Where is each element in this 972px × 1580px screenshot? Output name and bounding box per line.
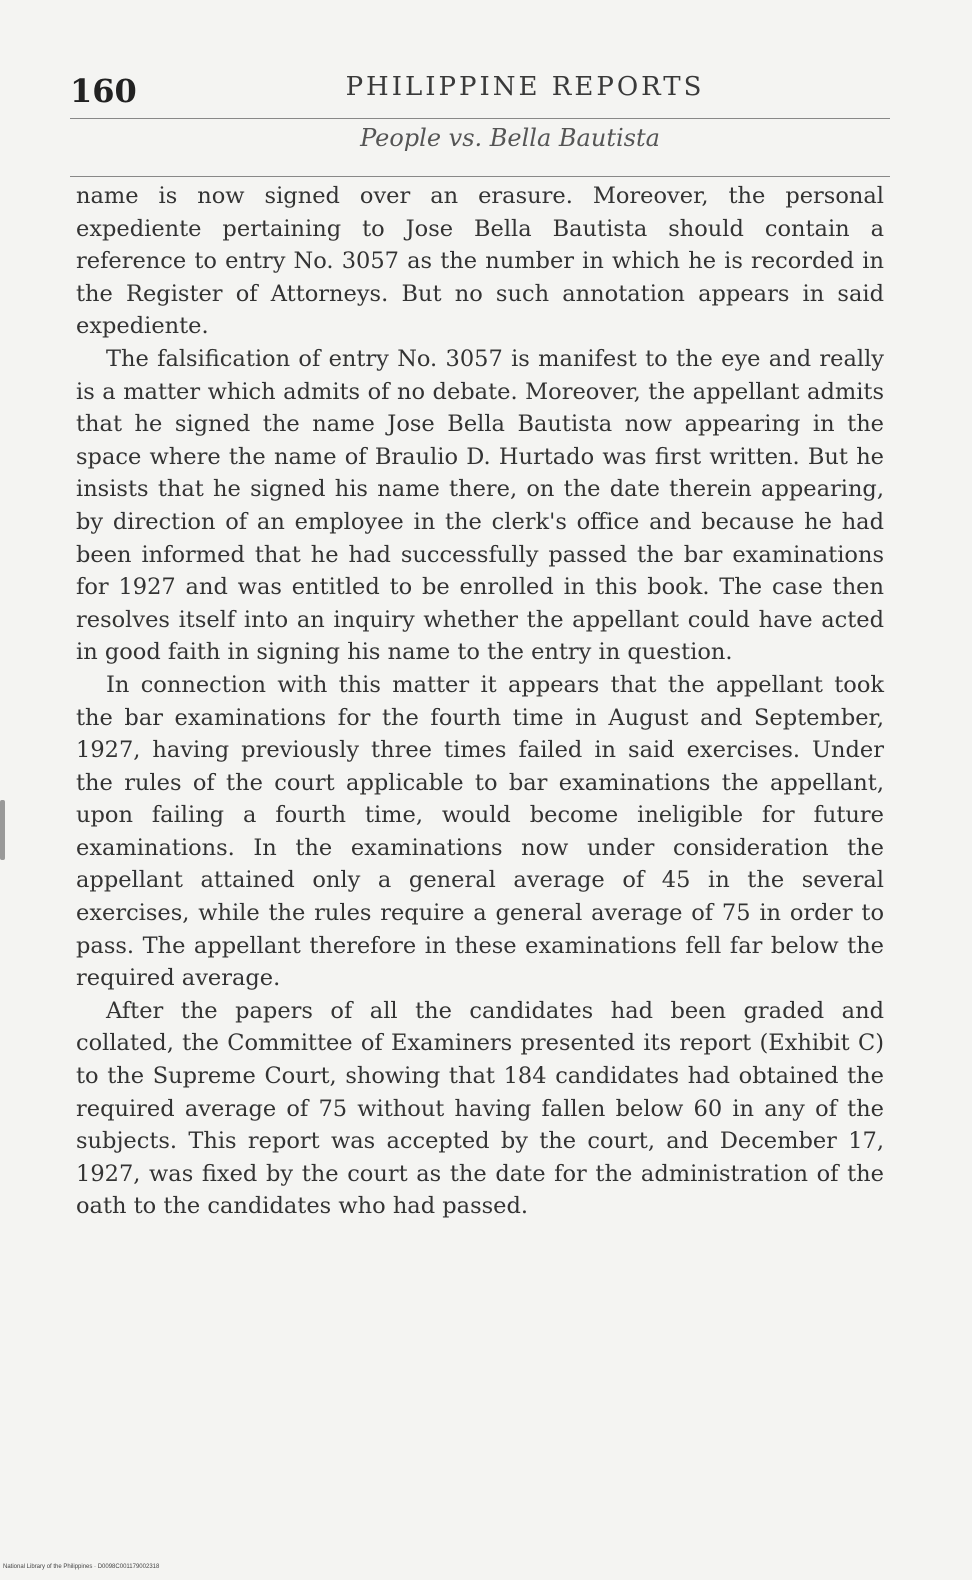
paragraph-1: name is now signed over an erasure. Moreover, the personal expediente pertaining to Jose Bella Bautista should contain a reference to entry No. 3057 as the number in which he is recorded in the Register of Attorneys. But no such annotation appears in said expediente. [76, 183, 884, 340]
header-rule [70, 118, 890, 119]
running-title: PHILIPPINE REPORTS [345, 72, 705, 102]
case-title: People vs. Bella Bautista [360, 124, 660, 152]
case-title-rule [70, 176, 890, 177]
page-header [70, 66, 890, 116]
body-text [76, 180, 884, 1223]
paragraph-4: After the papers of all the candidates had been graded and collated, the Committee of Examiners presented its report (Exhibit C) to the Supreme Court, showing that 184 candidates had obtained the required average of 75 without having fallen below 60 in any of the subjects. This report was accepted by the court, and December 17, 1927, was fixed by the court as the date for the administration of the oath to the candidates who had passed. [76, 997, 884, 1220]
scan-source-footer: National Library of the Philippines · D0098C001179002318 [3, 1564, 160, 1570]
paragraph-3: In connection with this matter it appears that the appellant took the bar examinations for the fourth time in August and September, 1927, having previously three times failed in said exercises. Under the rules of the court applicable to bar examinations the appellant, upon failing a fourth time, would become ineligible for future examinations. In the examinations now under consideration the appellant attained only a general average of 45 in the several exercises, while the rules require a general average of 75 in order to pass. The appellant therefore in these examinations fell far below the required average. [76, 671, 884, 992]
binding-mark [0, 800, 5, 860]
page-number: 160 [70, 72, 137, 110]
paragraph-2: The falsification of entry No. 3057 is manifest to the eye and really is a matter which admits of no debate. Moreover, the appellant admits that he signed the name Jose Bella Bautista now appearing in the space where the name of Braulio D. Hurtado was first written. But he insists that he signed his name there, on the date therein appearing, by direction of an employee in the clerk's office and because he had been informed that he had successfully passed the bar examinations for 1927 and was entitled to be enrolled in this book. The case then resolves itself into an inquiry whether the appellant could have acted in good faith in signing his name to the entry in question. [76, 345, 884, 666]
